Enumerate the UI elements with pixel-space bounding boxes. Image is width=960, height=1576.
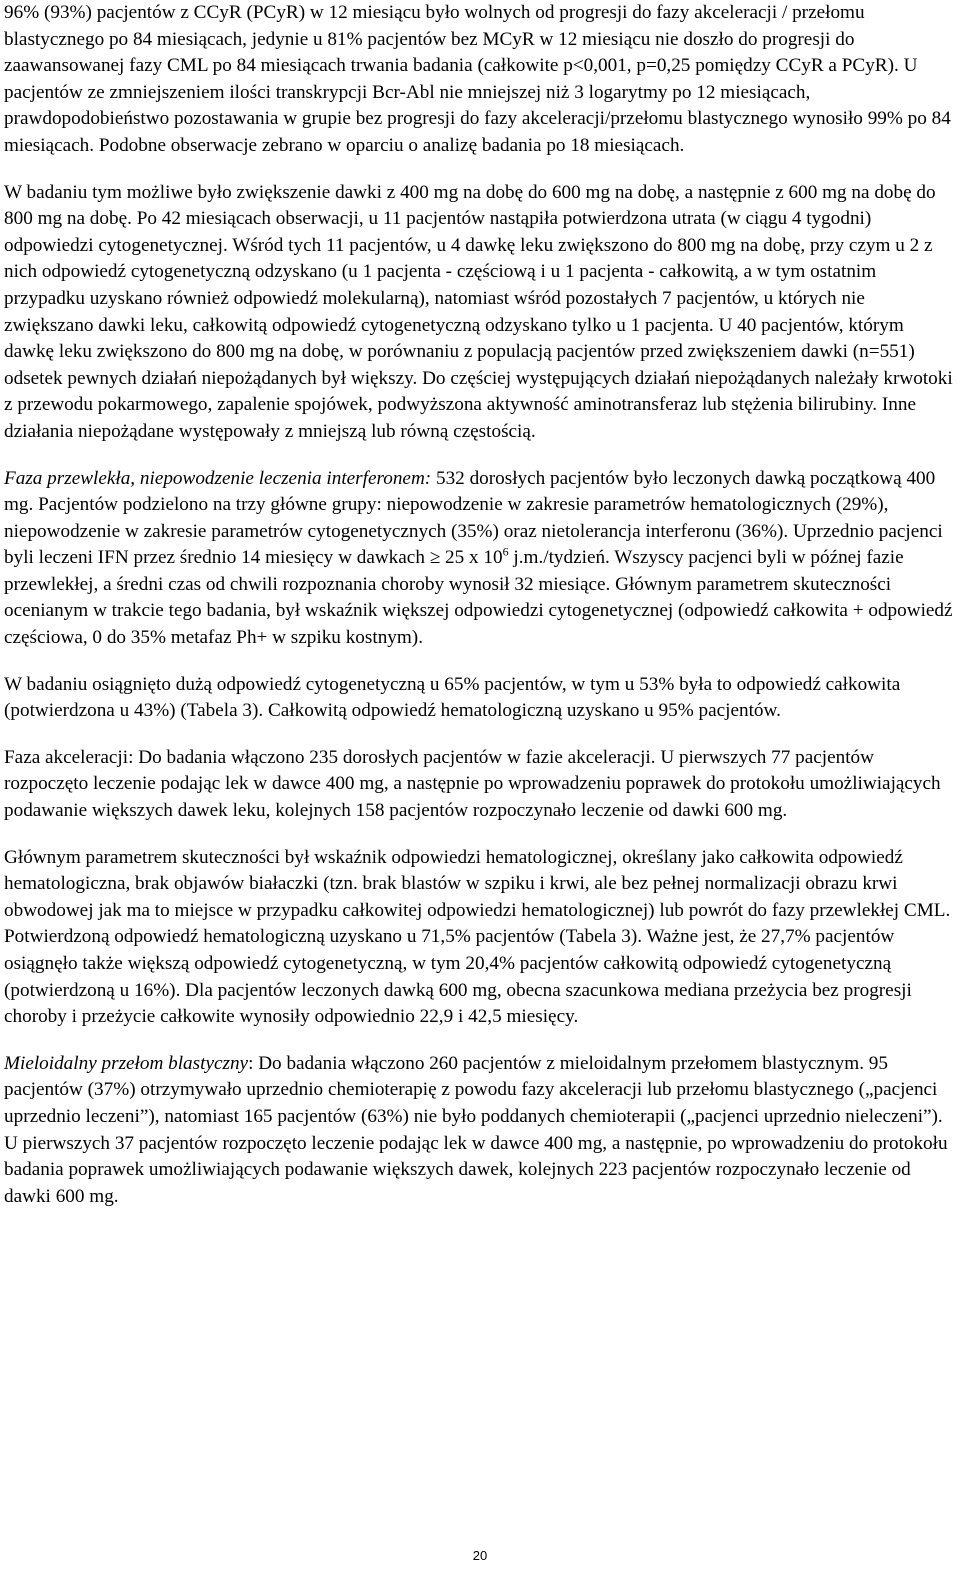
paragraph-ccyr-progression: 96% (93%) pacjentów z CCyR (PCyR) w 12 miesiącu było wolnych od progresji do fazy akceleracji / przełomu blastycznego po 84 miesiącach, jedynie u 81% pacjentów bez MCyR w 12 miesiącu nie doszło do progresji do zaawansowanej fazy CML po 84 miesiącach trwania badania (całkowite p<0,001, p=0,25 pomiędzy CCyR a PCyR). U pacjentów ze zmniejszeniem ilości transkrypcji Bcr-Abl nie mniejszej niż 3 logarytmy po 12 miesiącach, prawdopodobieństwo pozostawania w grupie bez progresji do fazy akceleracji/przełomu blastycznego wynosiło 99% po 84 miesiącach. Podobne obserwacje zebrano w oparciu o analizę badania po 18 miesiącach. [4, 2, 951, 156]
section-lead-interferon: Faza przewlekła, niepowodzenie leczenia interferonem: [4, 467, 432, 489]
superscript-exponent: 6 [502, 544, 509, 559]
paragraph-cytogenetic-response: W badaniu osiągnięto dużą odpowiedź cytogenetyczną u 65% pacjentów, w tym u 53% była to odpowiedź całkowita (potwierdzona u 43%) (Tabela 3). Całkowitą odpowiedź hematologiczną uzyskano u 95% pacjentów. [4, 673, 901, 722]
text-run: j.m./tydzień. Wszyscy pacjenci byli w późnej fazie przewlekłej, a średni czas od chwili rozpoznania choroby wynosił 32 miesiące. Głównym parametrem skuteczności ocenianym w trakcie tego badania, był wskaźnik większej odpowiedzi cytogenetycznej (odpowiedź całkowita + odpowiedź częściowa, 0 do 35% metafaz Ph+ w szpiku kostnym). [4, 547, 953, 649]
text-run: 25 x 10 [440, 547, 503, 569]
greater-equal-symbol: ≥ [429, 547, 441, 569]
section-lead-blast-crisis: Mieloidalny przełom blastyczny [4, 1052, 249, 1074]
paragraph-myeloid-blast-crisis [4, 1051, 956, 1211]
text-run: Do badania włączono 235 dorosłych pacjentów w fazie akceleracji. U pierwszych 77 pacjentów rozpoczęto leczenie podając lek w dawce 400 mg, a następnie po wprowadzeniu poprawek do protokołu umożliwiających podawanie większych dawek leku, kolejnych 158 pacjentów rozpoczynało leczenie od dawki 600 mg. [4, 746, 941, 822]
document-page [4, 0, 956, 1230]
paragraph-hematologic-response: Głównym parametrem skuteczności był wskaźnik odpowiedzi hematologicznej, określany jako całkowita odpowiedź hematologiczna, brak objawów białaczki (tzn. brak blastów w szpiku i krwi, ale bez pełnej normalizacji obrazu krwi obwodowej jak ma to miejsce w przypadku całkowitej odpowiedzi hematologicznej) lub powrót do fazy przewlekłej CML. Potwierdzoną odpowiedź hematologiczną uzyskano u 71,5% pacjentów (Tabela 3). Ważne jest, że 27,7% pacjentów osiągnęło także większą odpowiedź cytogenetyczną, w tym 20,4% pacjentów całkowitą odpowiedź cytogenetyczną (potwierdzoną u 16%). Dla pacjentów leczonych dawką 600 mg, obecna szacunkowa mediana przeżycia bez progresji choroby i przeżycie całkowite wynosiły odpowiednio 22,9 i 42,5 miesięcy. [4, 846, 951, 1028]
paragraph-interferon-failure [4, 466, 956, 652]
paragraph-dose-escalation: W badaniu tym możliwe było zwiększenie dawki z 400 mg na dobę do 600 mg na dobę, a następnie z 600 mg na dobę do 800 mg na dobę. Po 42 miesiącach obserwacji, u 11 pacjentów nastąpiła potwierdzona utrata (w ciągu 4 tygodni) odpowiedzi cytogenetycznej. Wśród tych 11 pacjentów, u 4 dawkę leku zwiększono do 800 mg na dobę, przy czym u 2 z nich odpowiedź cytogenetyczną odzyskano (u 1 pacjenta - częściową i u 1 pacjenta - całkowitą, a w tym ostatnim przypadku uzyskano również odpowiedź molekularną), natomiast wśród pozostałych 7 pacjentów, u których nie zwiększano dawki leku, całkowitą odpowiedź cytogenetyczną odzyskano tylko u 1 pacjenta. U 40 pacjentów, którym dawkę leku zwiększono do 800 mg na dobę, w porównaniu z populacją pacjentów przed zwiększeniem dawki (n=551) odsetek pewnych działań niepożądanych był większy. Do częściej występujących działań niepożądanych należały krwotoki z przewodu pokarmowego, zapalenie spojówek, podwyższona aktywność aminotransferaz lub stężenia bilirubiny. Inne działania niepożądane występowały z mniejszą lub równą częstością. [4, 181, 953, 442]
paragraph-acceleration-phase [4, 745, 956, 825]
text-run: : Do badania włączono 260 pacjentów z mieloidalnym przełomem blastycznym. 95 pacjentów (37%) otrzymywało uprzednio chemioterapię z powodu fazy akceleracji lub przełomu blastycznego („pacjenci uprzednio leczeni”), natomiast 165 pacjentów (63%) nie było poddanych chemioterapii („pacjenci uprzednio nieleczeni”). U pierwszych 37 pacjentów rozpoczęto leczenie podając lek w dawce 400 mg, a następnie, po wprowadzeniu do protokołu badania poprawek umożliwiających podawanie większych dawek, kolejnych 223 pacjentów rozpoczynało leczenie od dawki 600 mg. [4, 1052, 948, 1207]
section-lead-acceleration: Faza akceleracji: [4, 746, 134, 768]
page-number: 20 [472, 1548, 488, 1563]
text-run: 532 dorosłych pacjentów było leczonych dawką początkową 400 mg. Pacjentów podzielono na trzy główne grupy: niepowodzenie w zakresie parametrów hematologicznych (29%), niepowodzenie w zakresie parametrów cytogenetycznych (35%) oraz nietolerancja interferonu (36%). Uprzednio pacjenci byli leczeni IFN przez średnio 14 miesięcy w dawkach [4, 467, 943, 569]
